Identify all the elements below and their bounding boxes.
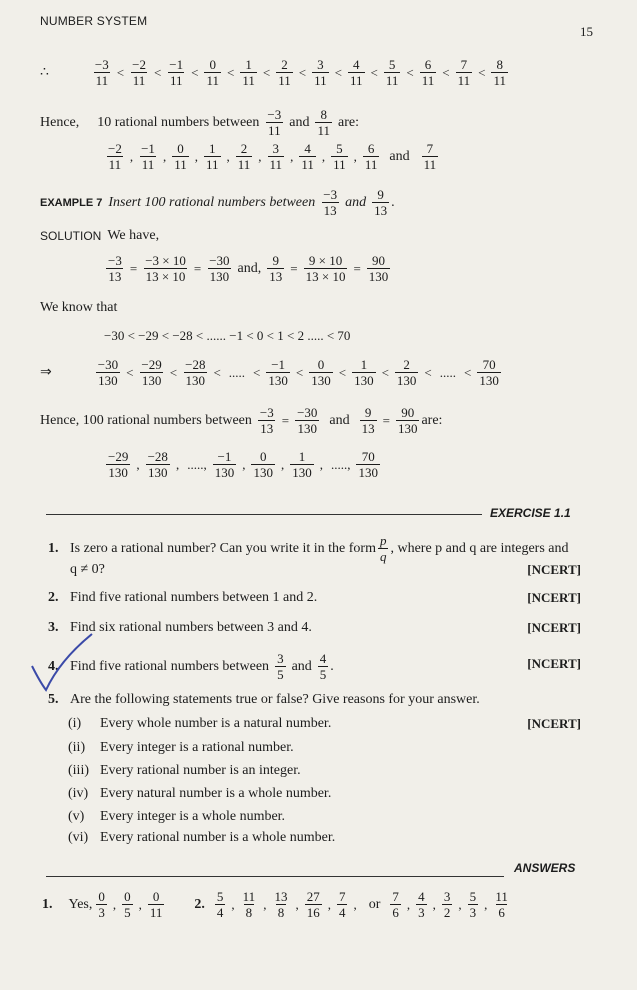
answers-title: ANSWERS [514, 861, 576, 875]
integer-chain: −30 < −29 < −28 < ...... −1 < 0 < 1 < 2 ..... < 70 [104, 328, 351, 343]
ncert-tag: [NCERT] [527, 716, 581, 731]
operator: , [263, 896, 267, 912]
operator: , [280, 456, 285, 472]
question-3: 3. Find six rational numbers between 3 and 4. [48, 620, 312, 635]
solution-label: SOLUTION [40, 229, 102, 243]
fraction: $\frac{9 \times 10}{13 \times 10}$ [305, 253, 346, 284]
ncert-tag: [NCERT] [527, 656, 581, 671]
statement-iv: (iv) Every natural number is a whole number. [68, 786, 332, 801]
answer-2-fractions [213, 890, 361, 919]
statement-ii: (ii) Every integer is a rational number. [68, 740, 294, 755]
fraction: $\frac{0}{130}$ [253, 449, 273, 480]
fraction: $\frac{-1}{11}$ [169, 57, 184, 88]
implies-chain [40, 358, 503, 387]
operator: , [406, 896, 411, 912]
fraction: $\frac{7}{11}$ [423, 141, 437, 172]
equation-line [104, 254, 392, 283]
operator: = [129, 260, 138, 276]
fraction: $\frac{2}{11}$ [278, 57, 291, 88]
operator: < [295, 364, 304, 380]
hence-line-2: Hence, 100 rational numbers between $\frac{-3}{13}$ = $\frac{-30}{130}$ and $\frac{9}{13}$ = $\frac{90}{130}$ are: [40, 405, 443, 436]
operator: < [262, 64, 271, 80]
fraction: $\frac{70}{130}$ [479, 357, 499, 388]
example-7: EXAMPLE 7 Insert 100 rational numbers between $\frac{-3}{13}$ and $\frac{9}{13}$ . [40, 187, 395, 218]
fraction: $\frac{7}{4}$ [338, 889, 346, 920]
fraction: $\frac{1}{130}$ [354, 357, 374, 388]
operator: < [298, 64, 307, 80]
fraction: $\frac{3}{11}$ [314, 57, 327, 88]
fraction: $\frac{2}{130}$ [396, 357, 417, 388]
fraction: $\frac{4}{3}$ [418, 889, 425, 920]
operator: < [116, 64, 125, 80]
therefore-symbol: ∴ [40, 65, 49, 81]
operator: ..... [228, 364, 246, 380]
fraction: $\frac{2}{11}$ [237, 141, 251, 172]
answer-1-fractions [94, 890, 166, 919]
operator: = [290, 260, 298, 276]
fraction: $\frac{-1}{130}$ [268, 357, 288, 388]
operator: , [129, 148, 134, 164]
operator: < [338, 364, 347, 380]
ten-rational-list [104, 142, 440, 171]
equation-2 [265, 254, 392, 283]
fraction: $\frac{-29}{130}$ [141, 357, 162, 388]
are-word: are: [337, 114, 359, 130]
hence-line-1 [40, 108, 359, 137]
inequality-chain-11 [40, 58, 510, 87]
ncert-tag: [NCERT] [527, 562, 581, 577]
fraction: $\frac{-3}{11}$ [267, 107, 282, 138]
fraction: $\frac{-30}{130}$ [297, 405, 318, 436]
question-2: 2. Find five rational numbers between 1 and 2. [48, 590, 318, 605]
operator: , [112, 896, 117, 912]
ncert-tag: [NCERT] [527, 620, 581, 635]
fraction: $\frac{-1}{11}$ [141, 141, 155, 172]
question-4: 4. Find five rational numbers between $\frac{3}{5}$ and $\frac{4}{5}$ . [48, 651, 334, 682]
fraction: $\frac{-2}{11}$ [132, 57, 146, 88]
or-word: or [368, 896, 381, 912]
fraction: $\frac{0}{11}$ [206, 57, 220, 88]
operator: = [193, 260, 202, 276]
and-word: and, [237, 260, 262, 276]
solution-heading [40, 228, 159, 244]
answer-number: 1. [42, 896, 53, 912]
fraction: $\frac{6}{11}$ [421, 57, 435, 88]
fraction: $\frac{-3}{13}$ [259, 405, 274, 436]
question-1: 1. Is zero a rational number? Can you write it in the form $\frac{p}{q}$ , where p and q are integers and [48, 533, 569, 564]
example-text: Insert 100 rational numbers between [108, 194, 316, 210]
fraction: $\frac{9}{13}$ [269, 253, 283, 284]
fraction: $\frac{70}{130}$ [358, 449, 378, 480]
operator: ....., [330, 456, 351, 472]
fraction: $\frac{-3 \times 10}{13 \times 10}$ [145, 253, 186, 284]
statement-vi: (vi) Every rational number is a whole number. [68, 830, 336, 845]
fraction: $\frac{5}{4}$ [216, 889, 224, 920]
hundred-rational-list [104, 450, 382, 479]
fraction: $\frac{90}{130}$ [368, 253, 389, 284]
we-know-line: We know that [40, 300, 118, 315]
operator: , [242, 456, 246, 472]
operator: < [442, 64, 450, 80]
fraction: $\frac{9}{13}$ [361, 405, 375, 436]
ncert-tag: [NCERT] [527, 590, 581, 605]
operator: , [175, 456, 180, 472]
operator: , [194, 148, 198, 164]
question-text-tail: , where p and q are integers and [390, 540, 569, 556]
operator: , [327, 896, 331, 912]
operator: < [253, 364, 261, 380]
fraction-chain-130 [94, 358, 503, 387]
fraction: $\frac{p}{q}$ [379, 533, 387, 564]
operator: , [258, 148, 262, 164]
page-number: 15 [580, 24, 593, 39]
hence-text: 10 rational numbers between [97, 114, 260, 130]
answers-row [42, 890, 512, 919]
fraction: $\frac{-29}{130}$ [108, 449, 129, 480]
operator: < [478, 64, 486, 80]
fraction: $\frac{27}{16}$ [306, 889, 320, 920]
operator: , [162, 148, 167, 164]
operator: , [290, 148, 294, 164]
operator: < [406, 64, 414, 80]
chapter-header: NUMBER SYSTEM [40, 14, 148, 28]
operator: , [484, 896, 488, 912]
fraction: $\frac{-3}{13}$ [323, 187, 338, 218]
fraction: $\frac{-30}{130}$ [97, 357, 119, 388]
operator: < [153, 64, 162, 80]
operator: < [381, 364, 389, 380]
operator: , [231, 896, 235, 912]
operator: , [458, 896, 462, 912]
hence-text: Hence, 100 rational numbers between [40, 412, 252, 428]
fraction: $\frac{9}{13}$ [374, 187, 388, 218]
fraction: $\frac{0}{11}$ [149, 889, 163, 920]
fraction: $\frac{0}{11}$ [174, 141, 187, 172]
fraction: $\frac{-2}{11}$ [108, 141, 122, 172]
fraction: $\frac{-3}{13}$ [108, 253, 122, 284]
operator: < [169, 364, 178, 380]
fraction: $\frac{5}{3}$ [469, 889, 477, 920]
fraction: $\frac{3}{11}$ [269, 141, 283, 172]
pen-tick-mark [26, 630, 96, 694]
operator: < [370, 64, 378, 80]
fraction: $\frac{3}{5}$ [277, 651, 284, 682]
equation-1 [104, 254, 234, 283]
statement-i: (i) Every whole number is a natural number. [68, 716, 332, 731]
operator: < [464, 364, 472, 380]
implies-symbol: ⇒ [40, 365, 52, 381]
operator: , [319, 456, 323, 472]
operator: < [191, 64, 199, 80]
operator: ....., [187, 456, 207, 472]
example-label: EXAMPLE 7 [40, 196, 103, 209]
question-5: 5. Are the following statements true or false? Give reasons for your answer. [48, 692, 480, 707]
operator: , [295, 896, 299, 912]
and-word: and [289, 114, 310, 130]
fraction-list [104, 142, 381, 171]
operator: , [138, 896, 142, 912]
fraction: $\frac{4}{5}$ [319, 651, 327, 682]
we-have-text: We have, [107, 228, 160, 243]
fraction: $\frac{-28}{130}$ [147, 449, 168, 480]
operator: < [334, 64, 342, 80]
answer-text: Yes, [68, 896, 93, 912]
fraction: $\frac{6}{11}$ [364, 141, 378, 172]
fraction: $\frac{-28}{130}$ [185, 357, 206, 388]
fraction: $\frac{0}{3}$ [98, 889, 105, 920]
operator: , [353, 148, 357, 164]
operator: < [126, 364, 134, 380]
question-text: Is zero a rational number? Can you write it in the form [70, 540, 376, 556]
operator: ..... [439, 364, 457, 380]
question-1-line2: q ≠ 0? [70, 562, 105, 577]
fraction: $\frac{1}{11}$ [242, 57, 255, 88]
operator: < [424, 364, 432, 380]
are-word: are: [421, 412, 443, 428]
fraction: $\frac{13}{8}$ [274, 889, 288, 920]
and-word: and [345, 194, 367, 210]
fraction-list [104, 450, 382, 479]
operator: , [226, 148, 230, 164]
fraction: $\frac{5}{11}$ [385, 57, 399, 88]
answer-number: 2. [194, 896, 205, 912]
statement-iii: (iii) Every rational number is an integer. [68, 763, 301, 778]
fraction: $\frac{4}{11}$ [349, 57, 363, 88]
operator: , [353, 896, 357, 912]
exercise-title: EXERCISE 1.1 [490, 506, 571, 520]
statement-v: (v) Every integer is a whole number. [68, 809, 286, 824]
fraction: $\frac{7}{11}$ [457, 57, 471, 88]
fraction: $\frac{-3}{11}$ [94, 57, 109, 88]
fraction: $\frac{8}{11}$ [493, 57, 507, 88]
fraction: $\frac{4}{11}$ [301, 141, 314, 172]
fraction: $\frac{8}{11}$ [317, 107, 330, 138]
hence-word: Hence, [40, 114, 80, 130]
answer-2-alt-fractions [388, 890, 512, 919]
fraction: $\frac{1}{130}$ [292, 449, 312, 480]
fraction: $\frac{5}{11}$ [333, 141, 346, 172]
fraction: $\frac{-30}{130}$ [209, 253, 230, 284]
fraction: $\frac{1}{11}$ [205, 141, 219, 172]
operator: , [432, 896, 436, 912]
fraction: $\frac{7}{6}$ [392, 889, 399, 920]
fraction: $\frac{11}{6}$ [495, 889, 508, 920]
fraction: $\frac{-1}{130}$ [214, 449, 235, 480]
fraction-chain [91, 58, 510, 87]
fraction: $\frac{11}{8}$ [242, 889, 256, 920]
fraction: $\frac{0}{130}$ [311, 357, 331, 388]
fraction: $\frac{3}{2}$ [443, 889, 451, 920]
operator: < [227, 64, 235, 80]
operator: , [321, 148, 326, 164]
operator: = [353, 260, 361, 276]
and-word: and [389, 148, 410, 164]
exercise-rule [46, 514, 482, 515]
operator: , [136, 456, 140, 472]
and-word: and [329, 412, 350, 428]
fraction: $\frac{90}{130}$ [397, 405, 418, 436]
operator: < [213, 364, 221, 380]
fraction: $\frac{0}{5}$ [124, 889, 131, 920]
answers-rule [46, 876, 504, 877]
